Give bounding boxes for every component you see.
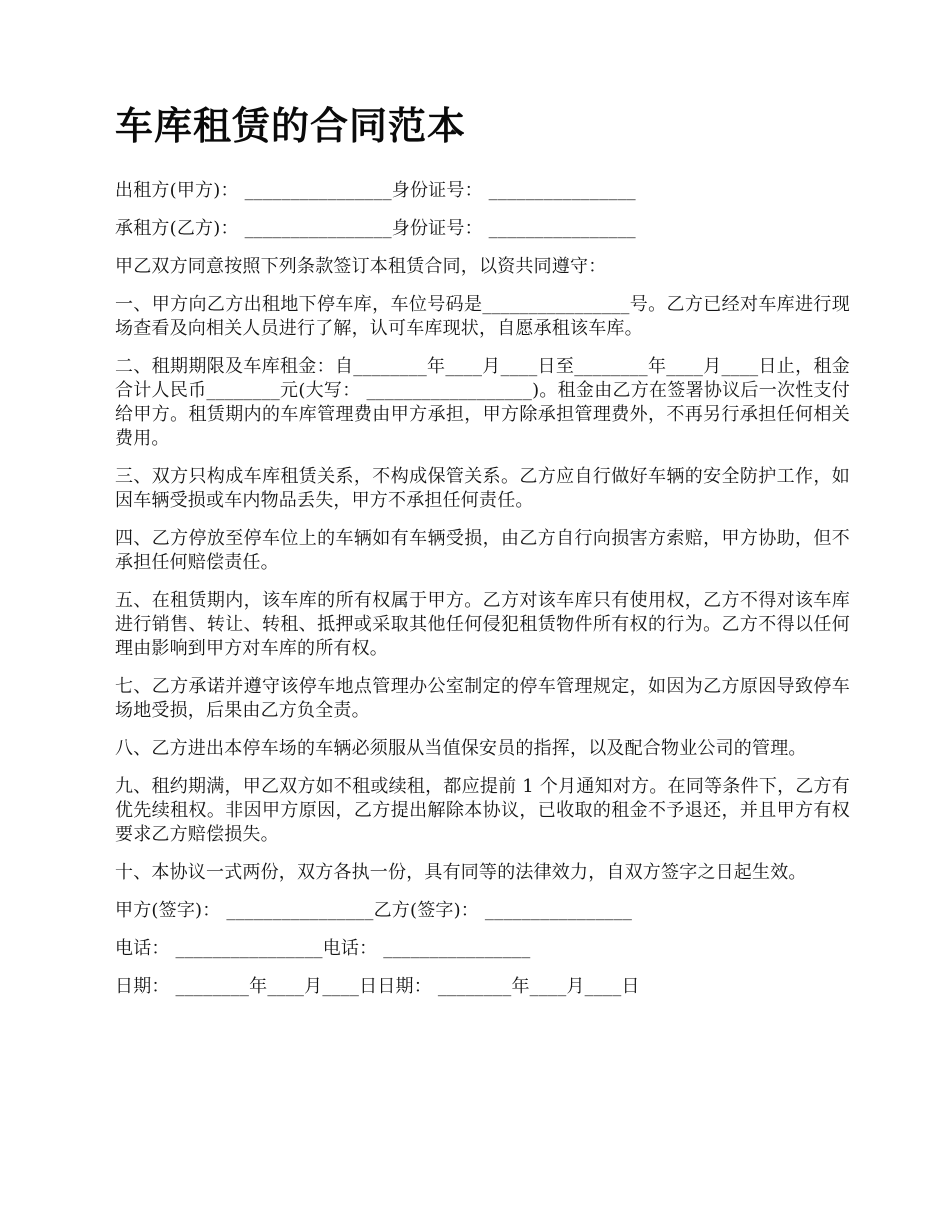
clause-5: 五、在租赁期内，该车库的所有权属于甲方。乙方对该车库只有使用权，乙方不得对该车库进行销售、转让、转租、抵押或采取其他任何侵犯租赁物件所有权的行为。乙方不得以任何理由影响到甲方对车库的所有权。 <box>115 589 850 659</box>
phone-line: 电话： ________________电话： ________________ <box>115 937 531 959</box>
clause-4: 四、乙方停放至停车位上的车辆如有车辆受损，由乙方自行向损害方索赔，甲方协助，但不承担任何赔偿责任。 <box>115 527 850 573</box>
clause-9: 九、租约期满，甲乙双方如不租或续租，都应提前 1 个月通知对方。在同等条件下，乙方有优先续租权。非因甲方原因，乙方提出解除本协议，已收取的租金不予退还，并且甲方有权要求乙方赔偿损失。 <box>115 775 850 845</box>
clause-7: 七、乙方承诺并遵守该停车地点管理办公室制定的停车管理规定，如因为乙方原因导致停车场地受损，后果由乙方负全责。 <box>115 675 850 721</box>
clause-3: 三、双方只构成车库租赁关系，不构成保管关系。乙方应自行做好车辆的安全防护工作，如因车辆受损或车内物品丢失，甲方不承担任何责任。 <box>115 465 850 511</box>
lessor-party-line: 出租方(甲方)： ________________身份证号： ________________ <box>115 179 636 201</box>
clause-1: 一、甲方向乙方出租地下停车库，车位号码是________________号。乙方已经对车库进行现场查看及向相关人员进行了解，认可车库现状，自愿承租该车库。 <box>115 293 850 339</box>
signature-line: 甲方(签字)： ________________乙方(签字)： ________________ <box>115 899 633 921</box>
date-line: 日期： ________年____月____日日期： ________年____月____日 <box>115 975 640 997</box>
page-title: 车库租赁的合同范本 <box>115 103 467 148</box>
preamble-line: 甲乙双方同意按照下列条款签订本租赁合同，以资共同遵守： <box>115 255 607 277</box>
lessee-party-line: 承租方(乙方)： ________________身份证号： ________________ <box>115 217 636 239</box>
clause-8: 八、乙方进出本停车场的车辆必须服从当值保安员的指挥，以及配合物业公司的管理。 <box>115 737 807 759</box>
clause-10: 十、本协议一式两份，双方各执一份，具有同等的法律效力，自双方签字之日起生效。 <box>115 861 807 883</box>
clause-2: 二、租期期限及车库租金：自________年____月____日至________年____月____日止，租金合计人民币________元(大写： __________________)。租金由乙方在签署协议后一次性支付给甲方。租赁期内的车库管理费由甲方承担，甲方除承担管理费外，不再另行承担任何相关费用。 <box>115 355 850 449</box>
